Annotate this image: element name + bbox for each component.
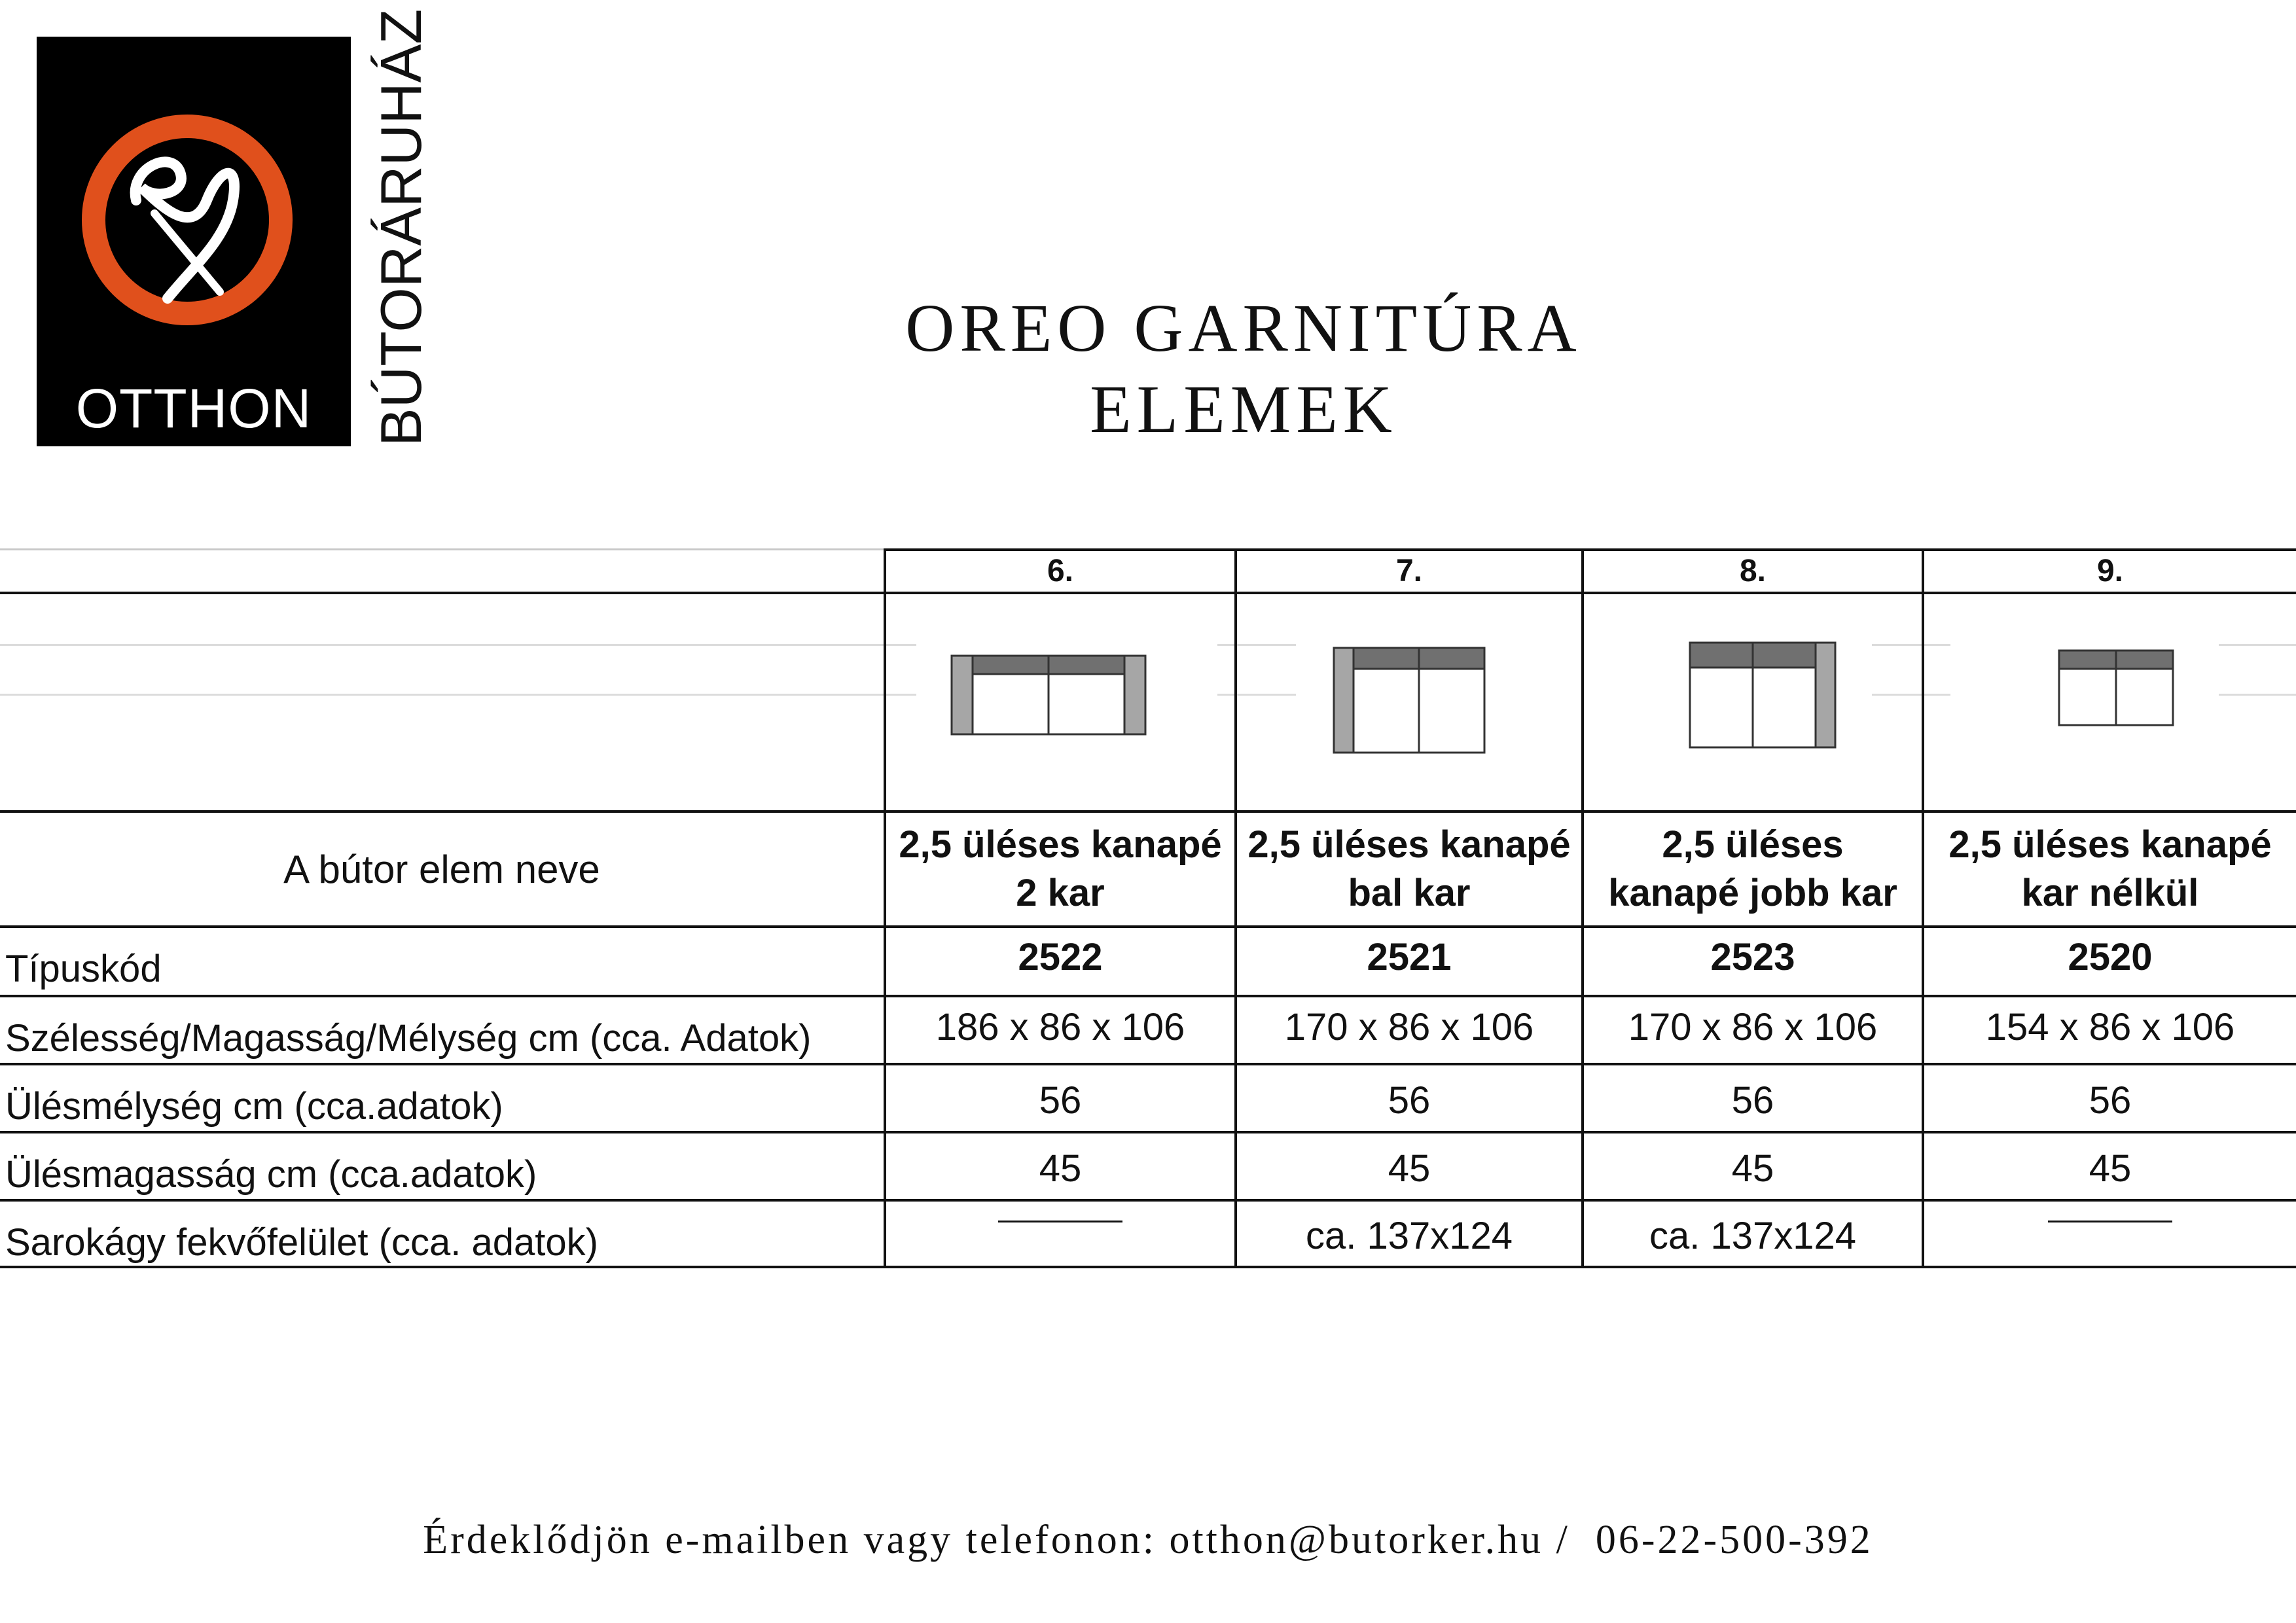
name-row-label: A bútor elem neve	[283, 847, 600, 891]
sofa-left-arm-icon	[1331, 645, 1487, 755]
element-name	[1237, 813, 1581, 925]
ghost-line	[2219, 644, 2296, 646]
not-applicable-dash	[998, 1221, 1122, 1222]
element-name-line: kanapé jobb kar	[1608, 872, 1897, 914]
seat-height-value: 45	[1388, 1147, 1431, 1190]
ghost-line	[0, 694, 916, 696]
column-number: 9.	[2096, 554, 2124, 588]
sofa-2-arms-icon	[949, 653, 1148, 738]
row-label: Szélesség/Magasság/Mélység cm (cca. Adatok)	[5, 1017, 812, 1060]
not-applicable-dash	[2048, 1221, 2172, 1222]
bed-surface-value: ca. 137x124	[1649, 1214, 1857, 1257]
brand-subtitle: BÚTORÁRUHÁZ	[368, 9, 433, 446]
seat-height-value: 45	[1731, 1147, 1774, 1190]
element-name	[1584, 813, 1922, 925]
type-code: 2522	[1018, 936, 1103, 978]
title-line-2: ELEMEK	[1090, 372, 1397, 447]
column-number: 6.	[1047, 554, 1074, 588]
seat-height-value: 45	[1039, 1147, 1082, 1190]
element-name-line: 2 kar	[1016, 872, 1105, 914]
type-code: 2523	[1710, 936, 1795, 978]
row-label: Ülésmagasság cm (cca.adatok)	[5, 1153, 537, 1196]
dimensions-value: 170 x 86 x 106	[1628, 1005, 1878, 1048]
bed-surface-value: ca. 137x124	[1305, 1214, 1513, 1257]
row-label: Sarokágy fekvőfelület (cca. adatok)	[5, 1221, 598, 1264]
column-number: 8.	[1739, 554, 1767, 588]
element-name-line: 2,5 üléses kanapé	[1948, 823, 2272, 866]
seat-depth-value: 56	[1388, 1079, 1431, 1122]
heart-ring-logo-icon	[76, 102, 312, 338]
ghost-line	[1217, 644, 1296, 646]
brand-name: OTTHON	[75, 378, 312, 439]
title-line-1: OREO GARNITÚRA	[905, 291, 1582, 366]
element-name-line: bal kar	[1348, 872, 1471, 914]
ghost-line	[0, 644, 916, 646]
element-name	[886, 813, 1234, 925]
element-name-line: 2,5 üléses kanapé	[899, 823, 1222, 866]
elements-table	[0, 548, 2296, 1268]
dimensions-value: 186 x 86 x 106	[935, 1005, 1185, 1048]
element-name-line: 2,5 üléses kanapé	[1247, 823, 1571, 866]
table-top-rule	[0, 548, 885, 550]
bed-surface-value	[1924, 1202, 2296, 1241]
table-rule	[0, 1266, 2296, 1268]
seat-depth-value: 56	[2089, 1079, 2132, 1122]
ghost-line	[1872, 694, 1950, 696]
ghost-line	[1217, 694, 1296, 696]
seat-height-value: 45	[2089, 1147, 2132, 1190]
element-name-line: 2,5 üléses	[1662, 823, 1844, 866]
sofa-no-arm-icon	[2056, 648, 2176, 728]
column-number: 7.	[1395, 554, 1423, 588]
dimensions-value: 170 x 86 x 106	[1284, 1005, 1534, 1048]
dimensions-value: 154 x 86 x 106	[1985, 1005, 2235, 1048]
element-name-line: kar nélkül	[2021, 872, 2199, 914]
ghost-line	[1872, 644, 1950, 646]
row-label: Típuskód	[5, 948, 162, 990]
type-code: 2521	[1367, 936, 1452, 978]
ghost-line	[2219, 694, 2296, 696]
bed-surface-value	[886, 1202, 1234, 1241]
element-name	[1924, 813, 2296, 925]
page-title	[720, 288, 1767, 450]
type-code: 2520	[2068, 936, 2153, 978]
seat-depth-value: 56	[1731, 1079, 1774, 1122]
logo	[37, 37, 351, 446]
sofa-right-arm-icon	[1687, 640, 1838, 750]
seat-depth-value: 56	[1039, 1079, 1082, 1122]
row-label: Ülésmélység cm (cca.adatok)	[5, 1085, 503, 1128]
contact-footer: Érdeklődjön e-mailben vagy telefonon: otthon@butorker.hu / 06-22-500-392	[423, 1518, 1873, 1562]
table-rule	[0, 592, 2296, 594]
